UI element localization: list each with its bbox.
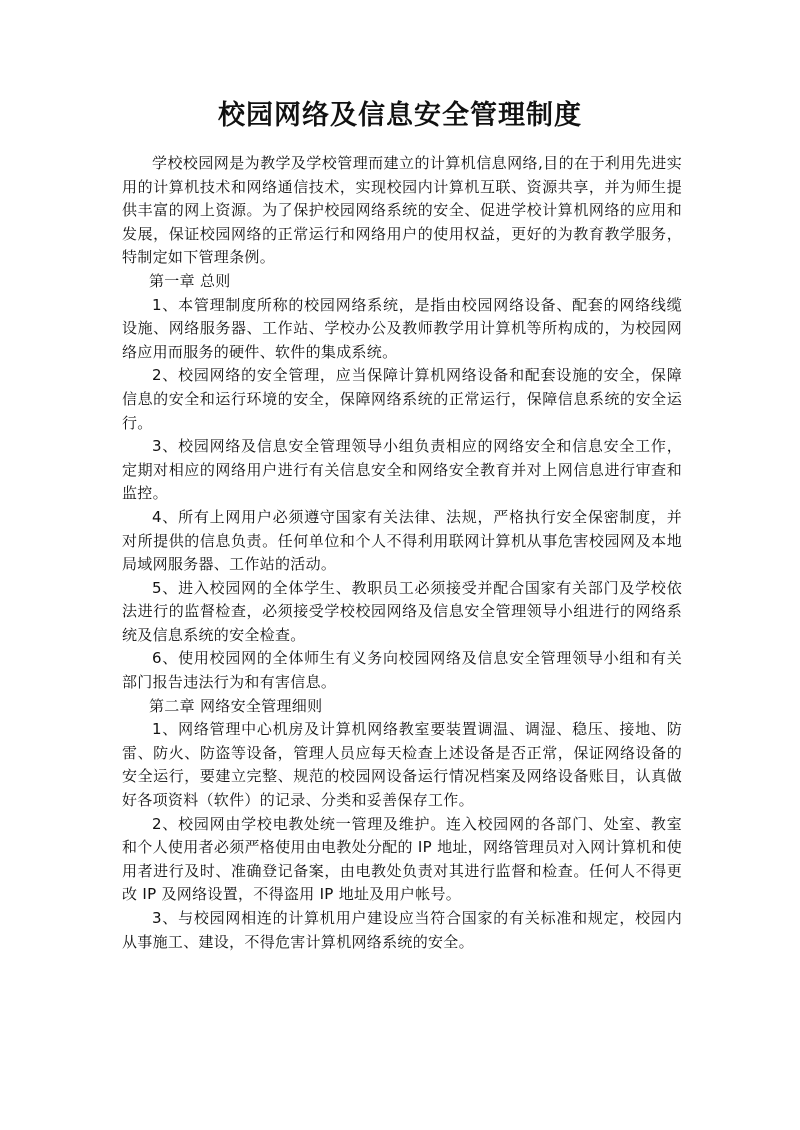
document-title: 校园网络及信息安全管理制度 [218, 100, 582, 131]
chapter-2-item-2: 2、校园网由学校电教处统一管理及维护。连入校园网的各部门、处室、教室和个人使用者必须严格使用由电教处分配的 IP 地址，网络管理员对入网计算机和使用者进行及时、准确登记备案，由电教处负责对其进行监督和检查。任何人不得更改 IP 及网络设置，不得盗用 IP 地址及用户帐号。 [122, 814, 682, 904]
chapter-1-item-3: 3、校园网络及信息安全管理领导小组负责相应的网络安全和信息安全工作，定期对相应的网络用户进行有关信息安全和网络安全教育并对上网信息进行审查和监控。 [122, 437, 682, 503]
chapter-2-item-1: 1、网络管理中心机房及计算机网络教室要装置调温、调湿、稳压、接地、防雷、防火、防盗等设备，管理人员应每天检查上述设备是否正常，保证网络设备的安全运行，要建立完整、规范的校园网设备运行情况档案及网络设备账目，认真做好各项资料（软件）的记录、分类和妥善保存工作。 [122, 720, 682, 810]
intro-paragraph: 学校校园网是为教学及学校管理而建立的计算机信息网络,目的在于利用先进实用的计算机技术和网络通信技术，实现校园内计算机互联、资源共享，并为师生提供丰富的网上资源。为了保护校园网络系统的安全、促进学校计算机网络的应用和发展，保证校园网络的正常运行和网络用户的使用权益，更好的为教育教学服务，特制定如下管理条例。 [122, 154, 682, 267]
document-body [122, 152, 682, 954]
chapter-1-heading: 第一章 总则 [149, 271, 231, 290]
chapter-1-item-1: 1、本管理制度所称的校园网络系统，是指由校园网络设备、配套的网络线缆设施、网络服务器、工作站、学校办公及教师教学用计算机等所构成的，为校园网络应用而服务的硬件、软件的集成系统。 [122, 295, 682, 361]
chapter-1-item-4: 4、所有上网用户必须遵守国家有关法律、法规，严格执行安全保密制度，并对所提供的信息负责。任何单位和个人不得利用联网计算机从事危害校园网及本地局域网服务器、工作站的活动。 [122, 507, 682, 574]
chapter-1-item-5: 5、进入校园网的全体学生、教职员工必须接受并配合国家有关部门及学校依法进行的监督检查，必须接受学校校园网络及信息安全管理领导小组进行的网络系统及信息系统的安全检查。 [122, 578, 682, 644]
chapter-2-heading: 第二章 网络安全管理细则 [149, 696, 323, 715]
chapter-2-item-3: 3、与校园网相连的计算机用户建设应当符合国家的有关标准和规定，校园内从事施工、建设，不得危害计算机网络系统的安全。 [122, 909, 682, 951]
chapter-1-item-2: 2、校园网络的安全管理，应当保障计算机网络设备和配套设施的安全，保障信息的安全和运行环境的安全，保障网络系统的正常运行，保障信息系统的安全运行。 [122, 366, 682, 432]
chapter-1-item-6: 6、使用校园网的全体师生有义务向校园网络及信息安全管理领导小组和有关部门报告违法行为和有害信息。 [122, 649, 682, 692]
